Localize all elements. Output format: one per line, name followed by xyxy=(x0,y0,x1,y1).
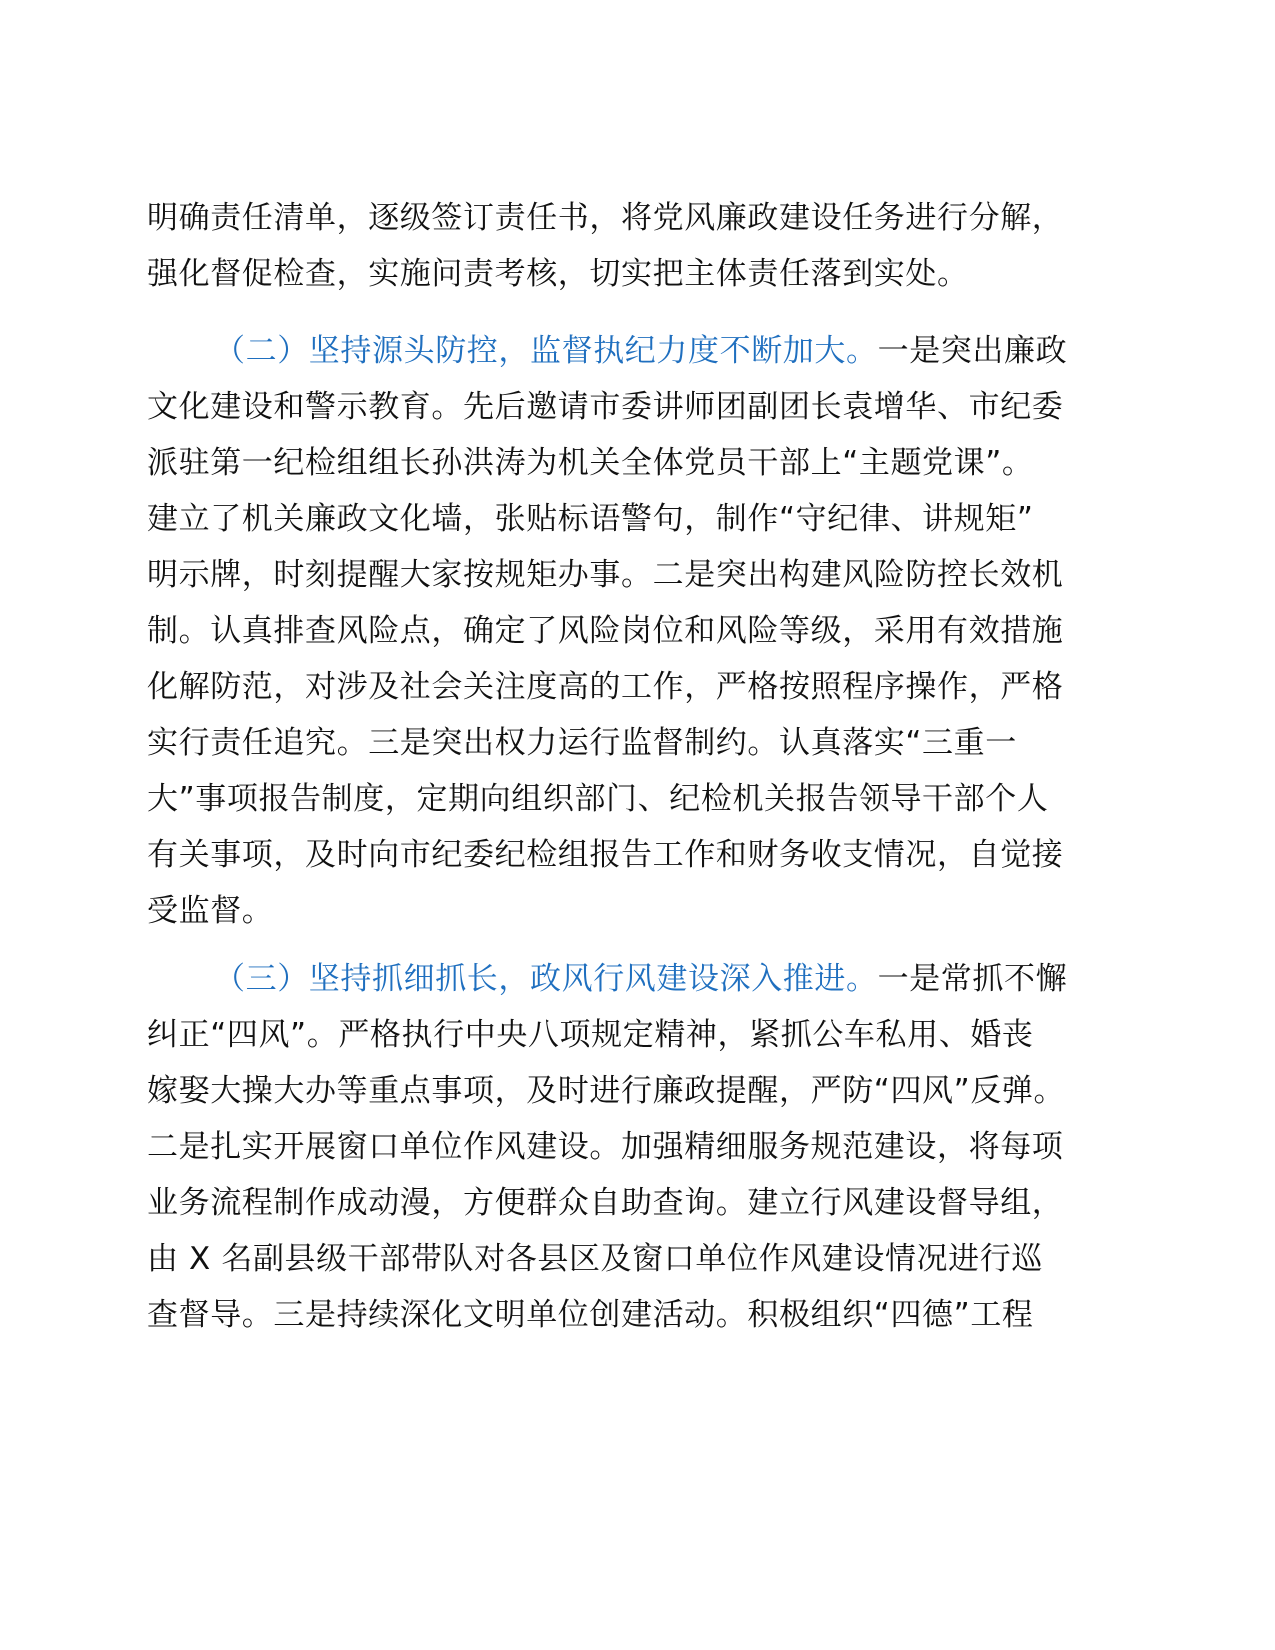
paragraph-2-line-1 xyxy=(214,323,1067,379)
paragraph-3-line-4: 二是扎实开展窗口单位作风建设。加强精细服务规范建设，将每项 xyxy=(147,1129,1064,1165)
section-heading-3: （三）坚持抓细抓长，政风行风建设深入推进。 xyxy=(214,961,878,997)
paragraph-2-line-10: 有关事项，及时向市纪委纪检组报告工作和财务收支情况，自觉接 xyxy=(147,837,1064,873)
paragraph-3-line-6: 由 X 名副县级干部带队对各县区及窗口单位作风建设情况进行巡 xyxy=(147,1241,1043,1277)
paragraph-3-line-5: 业务流程制作成动漫，方便群众自助查询。建立行风建设督导组， xyxy=(147,1185,1064,1221)
paragraph-3-line-1-text: 一是常抓不懈 xyxy=(877,961,1068,997)
paragraph-2-line-11: 受监督。 xyxy=(147,893,274,929)
section-heading-2: （二）坚持源头防控，监督执纪力度不断加大。 xyxy=(214,333,878,369)
paragraph-3-line-2: 纠正“四风”。严格执行中央八项规定精神，紧抓公车私用、婚丧 xyxy=(147,1017,1034,1053)
paragraph-1-line-2: 强化督促检查，实施问责考核，切实把主体责任落到实处。 xyxy=(147,256,969,292)
paragraph-2-line-6: 制。认真排查风险点，确定了风险岗位和风险等级，采用有效措施 xyxy=(147,613,1064,649)
paragraph-3-line-3: 嫁娶大操大办等重点事项，及时进行廉政提醒，严防“四风”反弹。 xyxy=(147,1073,1066,1109)
paragraph-2-line-1-text: 一是突出廉政 xyxy=(877,333,1068,369)
paragraph-1-line-1: 明确责任清单，逐级签订责任书，将党风廉政建设任务进行分解， xyxy=(147,200,1064,236)
paragraph-3-line-1 xyxy=(214,951,1067,1007)
paragraph-2-line-4: 建立了机关廉政文化墙，张贴标语警句，制作“守纪律、讲规矩” xyxy=(147,501,1034,537)
paragraph-2-line-5: 明示牌，时刻提醒大家按规矩办事。二是突出构建风险防控长效机 xyxy=(147,557,1064,593)
paragraph-2-line-8: 实行责任追究。三是突出权力运行监督制约。认真落实“三重一 xyxy=(147,725,1017,761)
paragraph-2-line-2: 文化建设和警示教育。先后邀请市委讲师团副团长袁增华、市纪委 xyxy=(147,389,1064,425)
paragraph-2-line-7: 化解防范，对涉及社会关注度高的工作，严格按照程序操作，严格 xyxy=(147,669,1064,705)
paragraph-2-line-9: 大”事项报告制度，定期向组织部门、纪检机关报告领导干部个人 xyxy=(147,781,1049,817)
paragraph-2-line-3: 派驻第一纪检组组长孙洪涛为机关全体党员干部上“主题党课”。 xyxy=(147,445,1034,481)
paragraph-3-line-7: 查督导。三是持续深化文明单位创建活动。积极组织“四德”工程 xyxy=(147,1297,1034,1333)
